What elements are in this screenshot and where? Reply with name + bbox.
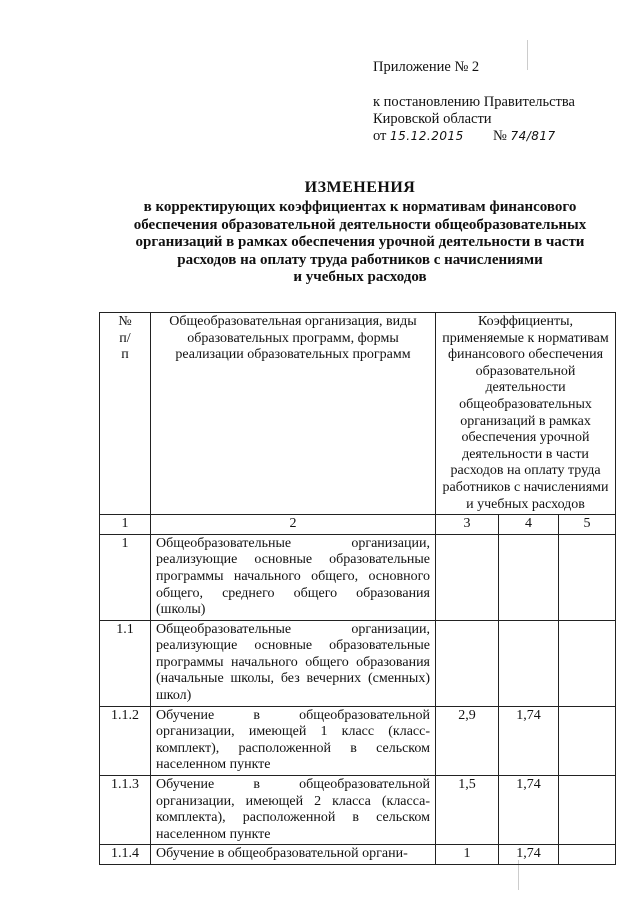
- row-number: 1.1.2: [100, 706, 151, 775]
- decree-line-2: Кировской области: [373, 111, 492, 127]
- col-number-4: 4: [499, 515, 559, 535]
- col-number-5: 5: [559, 515, 616, 535]
- col-number-3: 3: [436, 515, 499, 535]
- handwritten-number: 74/817: [510, 129, 556, 143]
- decree-line-1: к постановлению Правительства: [373, 94, 575, 110]
- number-label: №: [493, 128, 507, 144]
- row-value-3: 1: [436, 845, 499, 865]
- table-row: [100, 845, 616, 865]
- table-row: [100, 620, 616, 706]
- from-label: от: [373, 128, 387, 144]
- header-col-organization: Общеобразовательная организация, виды образовательных программ, формы реализации образовательных программ: [151, 313, 436, 515]
- row-value-3: [436, 620, 499, 706]
- row-value-3: [436, 534, 499, 620]
- row-number: 1.1: [100, 620, 151, 706]
- row-text: Общеобразовательные организации, реализующие основные образовательные программы начального общего, основного общего, среднего общего образования (школы): [151, 534, 436, 620]
- row-value-4: 1,74: [499, 776, 559, 845]
- document-title: [80, 179, 640, 287]
- row-value-3: 2,9: [436, 706, 499, 775]
- title-line-1: в корректирующих коэффициентах к нормативам финансового: [143, 199, 577, 215]
- row-value-5: [559, 706, 616, 775]
- title-main: ИЗМЕНЕНИЯ: [304, 179, 416, 196]
- faint-margin-line: [527, 40, 528, 70]
- row-value-4: 1,74: [499, 845, 559, 865]
- coefficients-table: [99, 312, 616, 865]
- row-text: Обучение в общеобразовательной организации, имеющей 1 класс (класс-комплект), расположенной в сельском населенном пункте: [151, 706, 436, 775]
- row-value-5: [559, 845, 616, 865]
- row-value-5: [559, 776, 616, 845]
- table-row: [100, 776, 616, 845]
- row-text: Обучение в общеобразовательной органи-: [151, 845, 436, 865]
- row-number: 1.1.4: [100, 845, 151, 865]
- row-number: 1: [100, 534, 151, 620]
- title-line-5: и учебных расходов: [293, 269, 427, 285]
- row-value-5: [559, 534, 616, 620]
- row-number: 1.1.3: [100, 776, 151, 845]
- row-value-3: 1,5: [436, 776, 499, 845]
- col-number-2: 2: [151, 515, 436, 535]
- header-col-number: № п/п: [100, 313, 151, 515]
- table-header-row: [100, 313, 616, 515]
- row-value-4: [499, 620, 559, 706]
- decree-reference: [373, 94, 575, 145]
- column-number-row: [100, 515, 616, 535]
- header-col-coefficients: Коэффициенты, применяемые к нормативам финансового обеспечения образовательной деятельности общеобразовательных организаций в рамках обеспечения урочной деятельности в части расходов на оплату труда работников с начислениями и учебных расходов: [436, 313, 616, 515]
- appendix-label: Приложение № 2: [373, 59, 480, 75]
- row-text: Обучение в общеобразовательной организации, имеющей 2 класса (класса-комплекта), расположенной в сельском населенном пункте: [151, 776, 436, 845]
- row-value-5: [559, 620, 616, 706]
- col-number-1: 1: [100, 515, 151, 535]
- row-text: Общеобразовательные организации, реализующие основные образовательные программы начального общего образования (начальные школы, без вечерних (сменных) школ): [151, 620, 436, 706]
- table-row: [100, 534, 616, 620]
- title-line-2: обеспечения образовательной деятельности общеобразовательных: [133, 216, 587, 233]
- title-line-3: организаций в рамках обеспечения урочной деятельности в части: [135, 234, 585, 250]
- row-value-4: [499, 534, 559, 620]
- table-row: [100, 706, 616, 775]
- decree-date-number: [373, 128, 575, 145]
- title-line-4: расходов на оплату труда работников с начислениями: [177, 251, 543, 268]
- handwritten-date: 15.12.2015: [390, 129, 464, 143]
- row-value-4: 1,74: [499, 706, 559, 775]
